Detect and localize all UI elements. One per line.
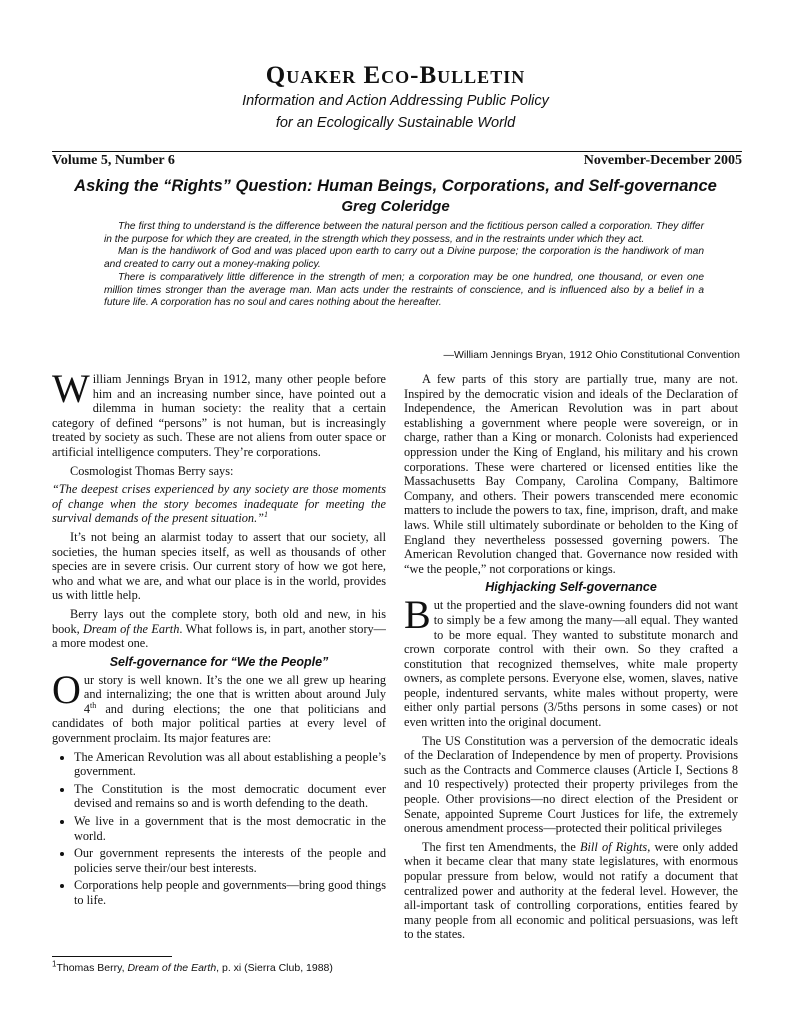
- berry-book-paragraph: [52, 607, 386, 651]
- footnote-book-title: Dream of the Earth: [127, 962, 217, 974]
- epigraph: [104, 221, 704, 310]
- berry-quote: [52, 482, 386, 526]
- bill-of-rights-paragraph: [404, 840, 738, 942]
- story-paragraph: [52, 666, 386, 746]
- berry-book-text-a: Berry lays out the complete story, both old and new, in his book,: [52, 606, 386, 636]
- epigraph-paragraph-3: There is comparatively little difference in the strength of men; a corporation may be one hundred, one thousand, or even one million times stronger than the average man. Man acts under the restraints of conscience, and is influenced also by a belief in a future life. A corporation has no soul and cares nothing about the hereafter.: [104, 271, 704, 309]
- founders-text: ut the propertied and the slave-owning founders did not want to simply be a few among the many—all equal. They wanted to be more equal. They wanted to substitute monarch and crown corporate control with their own. So they crafted a constitution that recognized themselves, white male property owners, as complete persons. Everyone else, women, slaves, native people, indentured servants, white males without property, were either only partial persons (3/5ths persons in some cases) or not even written into the original document.: [404, 598, 738, 730]
- footnote: [52, 959, 386, 975]
- masthead: [0, 62, 791, 134]
- founders-paragraph: [404, 592, 738, 730]
- story-features-list: [52, 750, 386, 908]
- footnote-marker: 1: [264, 510, 268, 520]
- footnote-number: 1: [52, 959, 57, 969]
- berry-quote-text: “The deepest crises experienced by any society are those moments of change when the story becomes inadequate for meeting the survival demands of the present situation.”: [52, 482, 386, 526]
- epigraph-paragraph-1: The first thing to understand is the difference between the natural person and the fictitious person called a corporation. They differ in the purpose for which they are created, in the strength which they possess, and in the restraints under which they act.: [104, 221, 704, 245]
- list-item: • Corporations help people and governments—bring good things to life.: [74, 878, 386, 907]
- article-author: Greg Coleridge: [341, 198, 450, 215]
- constitution-paragraph: The US Constitution was a perversion of the democratic ideals of the Declaration of Independence by men of property. Provisions such as the Contracts and Commerce clauses (Article I, Sections 8 and 10 respectively) protected their property privileges from the people. Other provisions—no direct election of the President or Senate, appointed Supreme Court Justices for life, the extremely onerous amendment process—protected their political privileges: [404, 733, 738, 836]
- bill-text-a: The first ten Amendments, the: [422, 839, 580, 854]
- section-heading: Self-governance for “We the People”: [109, 654, 329, 669]
- epigraph-attribution: —William Jennings Bryan, 1912 Ohio Constitutional Convention: [443, 349, 740, 361]
- issue-date: November-December 2005: [583, 153, 742, 168]
- story-text-a: ur story is well known. It’s the one we all grew up hearing and internalizing; the one that is written about around July 4: [83, 672, 386, 716]
- newsletter-title: Quaker Eco-Bulletin: [265, 62, 526, 89]
- list-item: • Our government represents the interests of the people and policies serve their/our best interests.: [74, 846, 386, 875]
- footnote-divider: [52, 956, 172, 957]
- bill-of-rights-title: Bill of Rights: [580, 839, 648, 854]
- drop-cap: W: [52, 366, 90, 411]
- footnote-text-a: Thomas Berry,: [56, 962, 128, 974]
- footnote-text-b: , p. xi (Sierra Club, 1988): [216, 962, 333, 974]
- berry-intro: Cosmologist Thomas Berry says:: [70, 463, 234, 478]
- section-heading: Highjacking Self-governance: [485, 580, 657, 595]
- article-title: Asking the “Rights” Question: Human Beings, Corporations, and Self-governance: [74, 177, 717, 195]
- drop-cap: O: [52, 666, 81, 712]
- berry-book-text-b: . What follows is, in part, another story—a more modest one.: [52, 621, 386, 651]
- list-item: • We live in a government that is the most democratic in the world.: [74, 814, 386, 843]
- intro-paragraph: [52, 366, 386, 460]
- revolution-paragraph: A few parts of this story are partially true, many are not. Inspired by the democratic vision and ideals of the Declaration of Independence, the American Revolution was in part about establishing a government where people were sovereign, or in charge, rather than a King or monarch. Colonists had experienced oppression under the King of England, his military and his crown corporations. These were chartered or licensed entities like the Massachusetts Bay Company, Carolina Company, Baltimore Company, and others. Their powers transcended mere economic matters to include the powers to tax, fine, imprison, draft, and make laws. While still ultimately subordinate or beholden to the King of England they nevertheless possessed governing powers. The American Revolution changed that. Governance now resided with “we the people,” not corporations or kings.: [404, 372, 738, 576]
- issue-volume: Volume 5, Number 6: [52, 153, 175, 168]
- bill-text-b: , were only added when it became clear that many state legislatures, with enormous popular pressure from below, would not ratify a document that centralized power and authority at the federal level. However, the all-important task of controlling corporations, entities feared by many people from all economic and political persuasions, was left to the states.: [404, 839, 739, 942]
- epigraph-paragraph-2: Man is the handiwork of God and was placed upon earth to carry out a Divine purpose; the corporation is the handiwork of man and created to carry out a money-making policy.: [104, 246, 704, 271]
- issue-info-row: [52, 151, 742, 169]
- newsletter-subtitle-line2: for an Ecologically Sustainable World: [275, 115, 516, 131]
- drop-cap: B: [404, 592, 431, 638]
- list-item: • The Constitution is the most democratic document ever devised and remains so and is worth defending to the death.: [74, 782, 386, 811]
- intro-text: illiam Jennings Bryan in 1912, many other people before him and an increasing number since, have pointed out a dilemma in human society: the reality that a certain category of defined “persons” is not human, but is increasingly treated by society as such. These are not aliens from outer space or artificial intelligence computers. They’re corporations.: [52, 372, 386, 459]
- list-item: • The American Revolution was all about establishing a people’s government.: [74, 750, 386, 779]
- newsletter-subtitle-line1: Information and Action Addressing Public Policy: [242, 93, 549, 109]
- right-column: [404, 372, 738, 946]
- book-title: Dream of the Earth: [83, 621, 180, 636]
- crisis-paragraph: It’s not being an alarmist today to assert that our society, all societies, the human species itself, as well as thousands of other species are in severe crisis. Our current story of how we got here, who and what we are, and what our place is in the world, provides us with little help.: [52, 529, 386, 603]
- left-column: [52, 366, 386, 911]
- ordinal-suffix: th: [90, 700, 97, 710]
- story-text-b: and during elections; the one that politicians and candidates of both major political parties at every level of government proclaim. Its major features are:: [52, 701, 386, 746]
